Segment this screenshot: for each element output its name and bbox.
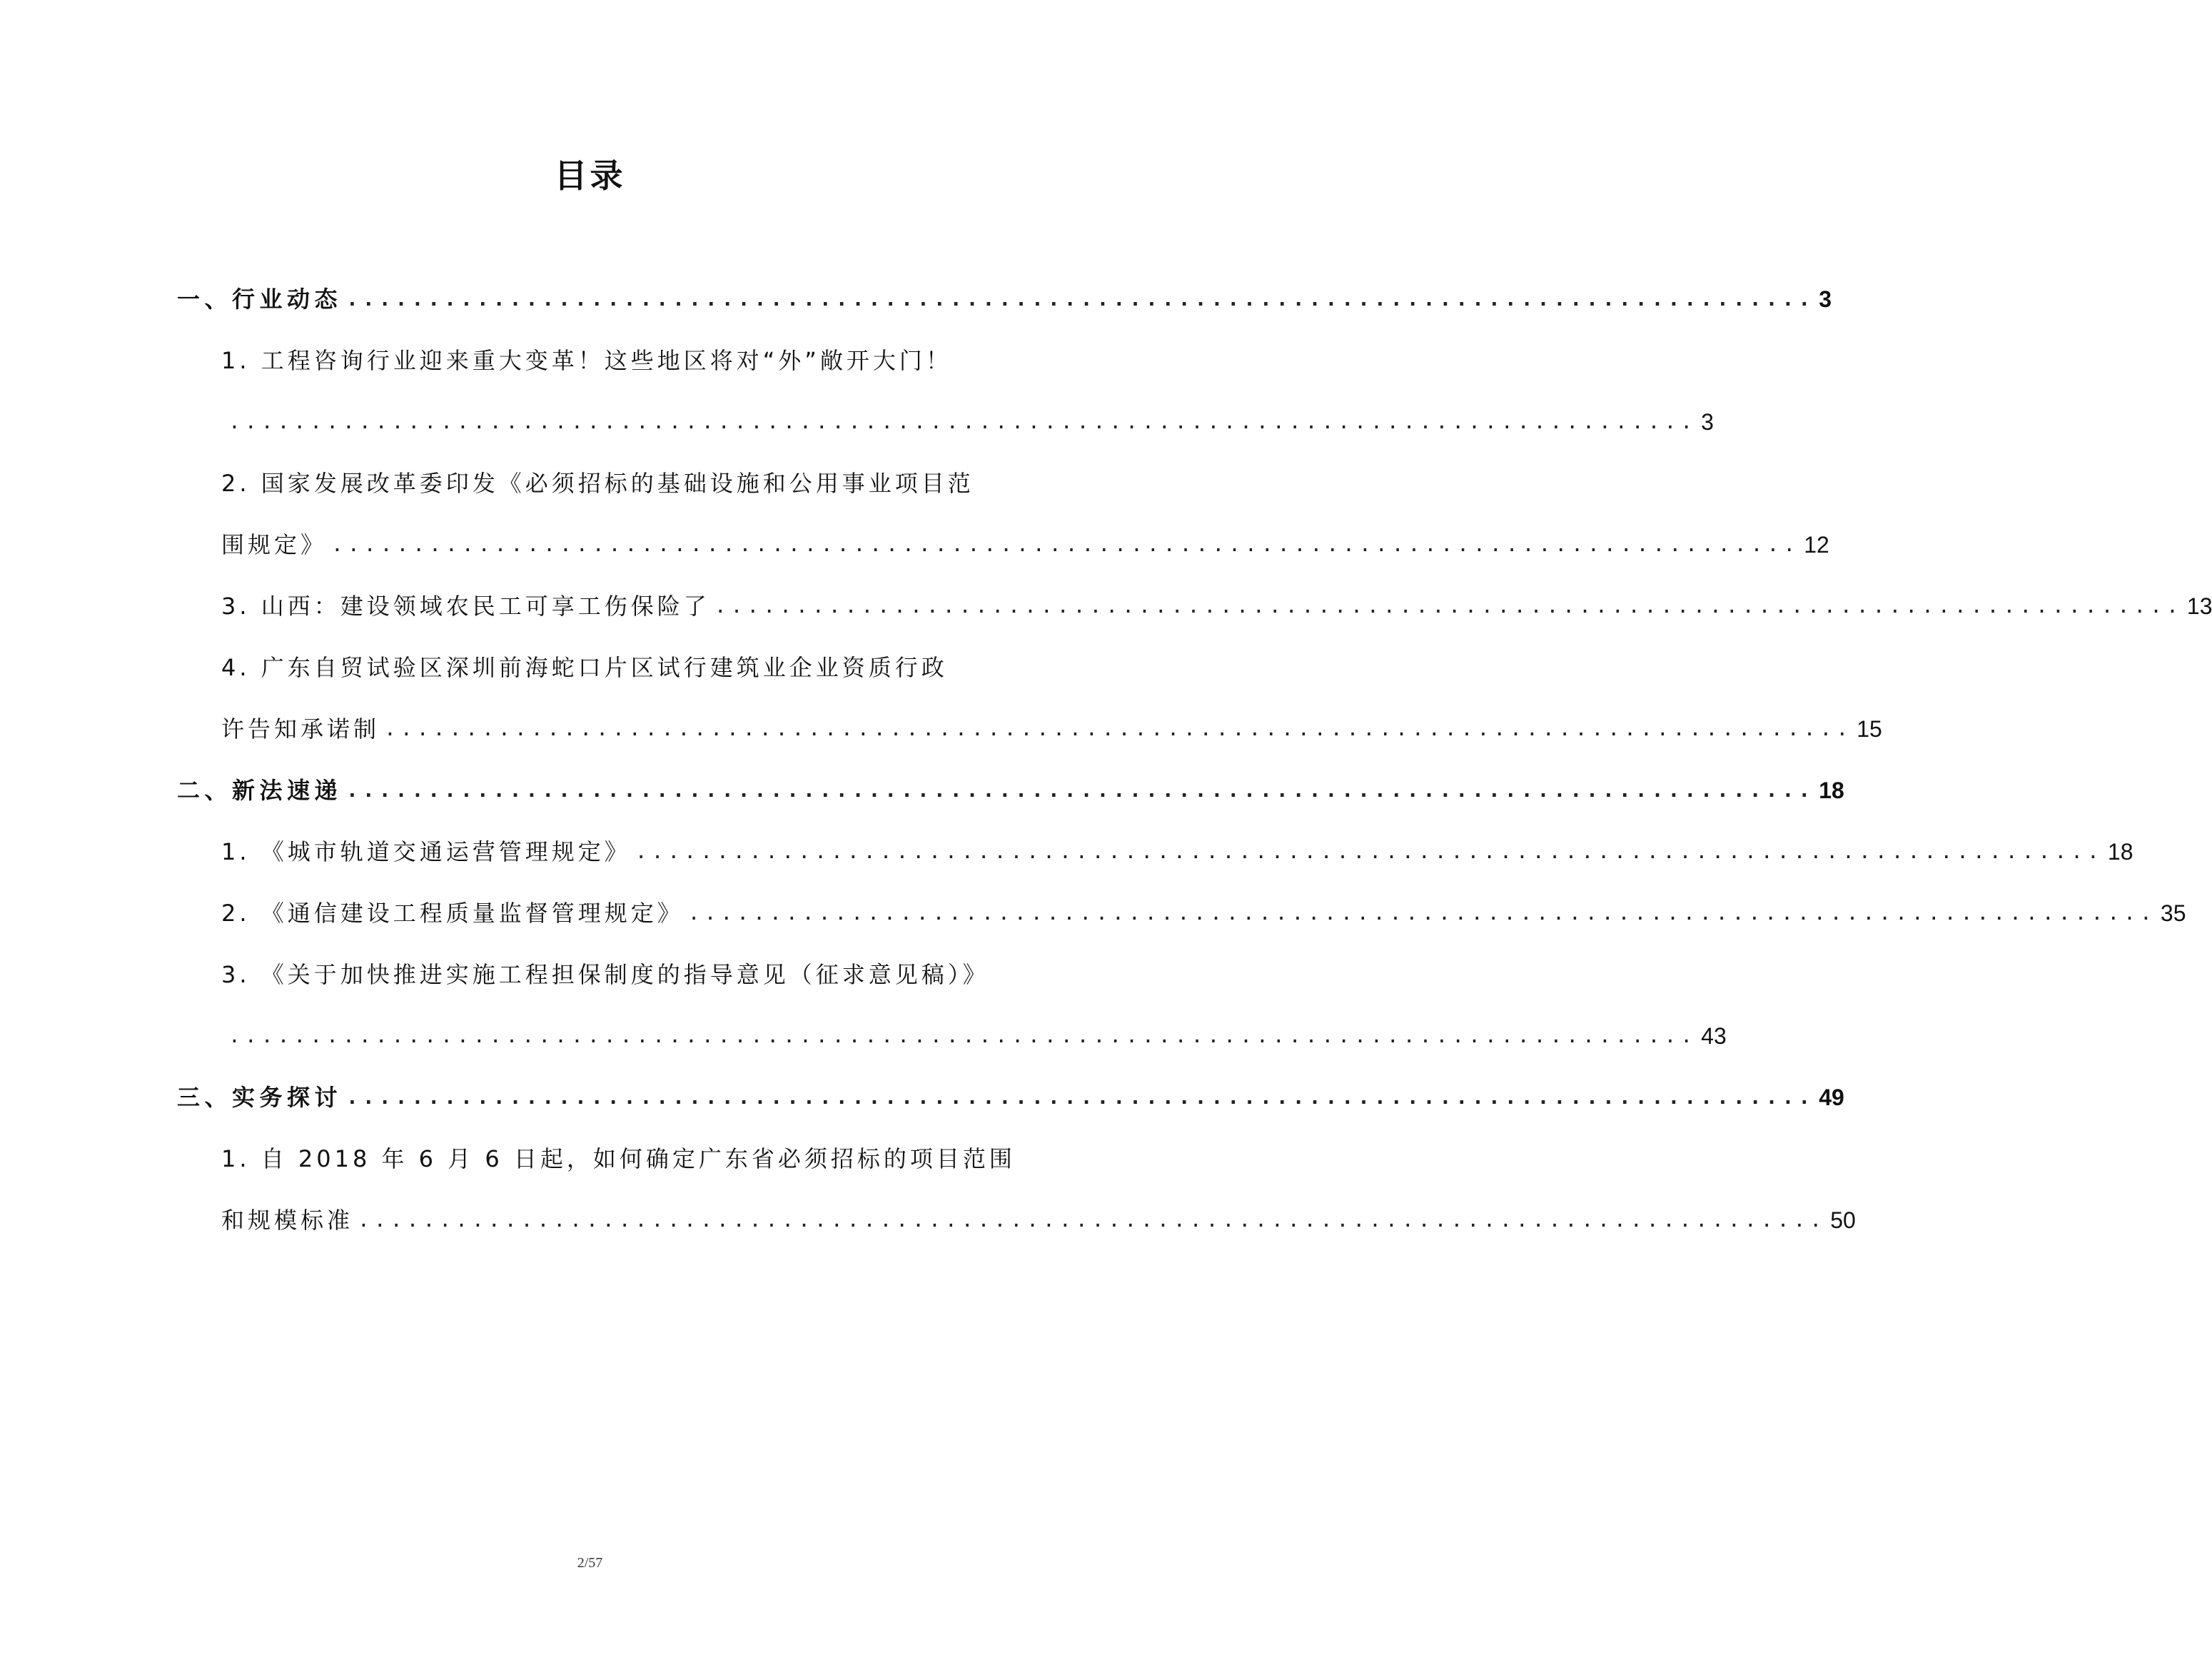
toc-page-number: 12 bbox=[1804, 532, 1829, 558]
toc-entry-label-continued: 和规模标准 bbox=[221, 1207, 354, 1234]
toc-entry-1-3[interactable] bbox=[221, 590, 2212, 623]
toc-title: 目录 bbox=[554, 156, 626, 195]
toc-page-number: 13 bbox=[2186, 593, 2212, 619]
toc-leader-dots: .......................................................................................... bbox=[228, 410, 1697, 433]
toc-entry-1-4[interactable] bbox=[221, 651, 1005, 684]
toc-entry-1-4-continuation[interactable] bbox=[221, 713, 1882, 745]
toc-leader-dots: .......................................................................................... bbox=[384, 717, 1853, 740]
toc-section-industry-news[interactable] bbox=[177, 283, 1832, 316]
toc-leader-dots: .......................................................................................... bbox=[228, 1024, 1697, 1047]
toc-entry-1-1-continuation[interactable] bbox=[221, 406, 1714, 438]
toc-leader-dots: .......................................................................................... bbox=[346, 287, 1815, 311]
toc-page-number: 18 bbox=[2107, 839, 2133, 865]
toc-page-number: 3 bbox=[1819, 286, 1832, 312]
toc-entry-label: 3. 山西：建设领域农民工可享工伤保险了 bbox=[221, 593, 710, 620]
toc-page-number: 49 bbox=[1819, 1085, 1844, 1110]
toc-page-number: 50 bbox=[1830, 1207, 1856, 1233]
toc-entry-label: 1. 工程咨询行业迎来重大变革！这些地区将对“外”敞开大门！ bbox=[221, 347, 952, 374]
toc-leader-dots: .......................................................................................... bbox=[346, 778, 1815, 802]
toc-entry-label-continued: 围规定》 bbox=[221, 531, 328, 558]
toc-page-number: 35 bbox=[2160, 900, 2186, 926]
toc-leader-dots: .......................................................................................... bbox=[714, 594, 2183, 618]
toc-entry-1-2-continuation[interactable] bbox=[221, 528, 1829, 561]
toc-entry-label: 3. 《关于加快推进实施工程担保制度的指导意见（征求意见稿）》 bbox=[221, 961, 989, 988]
toc-entry-label: 1. 《城市轨道交通运营管理规定》 bbox=[221, 838, 631, 865]
toc-entry-3-1[interactable] bbox=[221, 1142, 1016, 1175]
toc-page-number: 43 bbox=[1701, 1023, 1727, 1049]
toc-section-label: 一、行业动态 bbox=[177, 286, 343, 313]
toc-entry-label: 4. 广东自贸试验区深圳前海蛇口片区试行建筑业企业资质行政 bbox=[221, 654, 948, 681]
toc-entry-3-1-continuation[interactable] bbox=[221, 1204, 1856, 1237]
page-number-footer: 2/57 bbox=[577, 1555, 603, 1571]
toc-entry-label-continued: 许告知承诺制 bbox=[221, 715, 380, 743]
toc-entry-2-1[interactable] bbox=[221, 835, 2133, 868]
toc-page-number: 3 bbox=[1701, 409, 1714, 435]
toc-entry-label: 2. 国家发展改革委印发《必须招标的基础设施和公用事业项目范 bbox=[221, 470, 974, 497]
toc-leader-dots: .......................................................................................... bbox=[635, 840, 2104, 863]
toc-section-label: 二、新法速递 bbox=[177, 777, 343, 804]
toc-page-number: 18 bbox=[1819, 778, 1844, 803]
toc-leader-dots: .......................................................................................... bbox=[358, 1208, 1827, 1232]
toc-page-number: 15 bbox=[1857, 716, 1882, 742]
toc-entry-1-2[interactable] bbox=[221, 467, 1005, 500]
toc-entry-label: 1. 自 2018 年 6 月 6 日起，如何确定广东省必须招标的项目范围 bbox=[221, 1145, 1016, 1172]
toc-leader-dots: .......................................................................................... bbox=[346, 1085, 1815, 1109]
toc-leader-dots: .......................................................................................... bbox=[331, 533, 1800, 556]
toc-section-label: 三、实务探讨 bbox=[177, 1084, 343, 1111]
toc-leader-dots: .......................................................................................... bbox=[687, 901, 2156, 925]
toc-section-practice[interactable] bbox=[177, 1081, 1844, 1114]
toc-entry-2-2[interactable] bbox=[221, 897, 2186, 930]
toc-section-new-laws[interactable] bbox=[177, 774, 1844, 807]
toc-entry-2-3[interactable] bbox=[221, 958, 1005, 991]
toc-entry-1-1[interactable] bbox=[221, 344, 1005, 377]
toc-entry-2-3-continuation[interactable] bbox=[221, 1020, 1727, 1052]
toc-entry-label: 2. 《通信建设工程质量监督管理规定》 bbox=[221, 900, 684, 927]
